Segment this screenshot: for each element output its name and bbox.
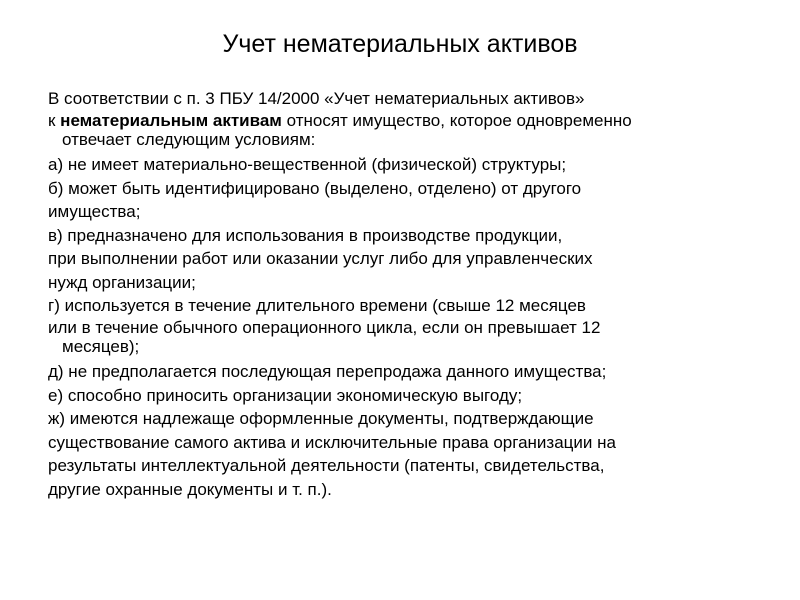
text-line-1: В соответствии с п. 3 ПБУ 14/2000 «Учет нематериальных активов» [48, 89, 585, 108]
text-line-5: имущества; [48, 202, 141, 221]
text-line-11: д) не предполагается последующая перепродажа данного имущества; [48, 362, 607, 381]
text-line-9: г) используется в течение длительного времени (свыше 12 месяцев [48, 296, 586, 315]
text-line-6: в) предназначено для использования в производстве продукции, [48, 225, 563, 245]
text-line-2-prefix: к [48, 110, 61, 130]
text-line-7: при выполнении работ или оказании услуг либо для управленческих [48, 249, 593, 268]
text-line-4: б) может быть идентифицировано (выделено, отделено) от другого [48, 178, 582, 198]
text-line-12: е) способно приносить организации экономическую выгоду; [48, 385, 523, 405]
text-line-15: результаты интеллектуальной деятельности (патенты, свидетельства, [48, 456, 605, 475]
text-line-10-continuation: месяцев); [62, 336, 140, 356]
text-line-14: существование самого актива и исключительные права организации на [48, 432, 616, 452]
text-line-2-suffix: относят имущество, которое одновременно [281, 110, 632, 130]
text-line-2 [48, 111, 768, 149]
text-line-2-bold-term: нематериальным активам [60, 110, 282, 130]
text-line-2-continuation: отвечает следующим условиям: [62, 129, 316, 149]
text-line-13: ж) имеются надлежаще оформленные документы, подтверждающие [48, 409, 594, 428]
text-line-10 [48, 318, 768, 356]
slide-title: Учет нематериальных активов [222, 30, 578, 58]
slide-body [48, 87, 768, 501]
text-line-3: а) не имеет материально-вещественной (физической) структуры; [48, 155, 567, 174]
text-line-16: другие охранные документы и т. п.). [48, 479, 332, 499]
text-line-8: нужд организации; [48, 272, 196, 292]
text-line-10-main: или в течение обычного операционного цикла, если он превышает 12 [48, 317, 601, 337]
